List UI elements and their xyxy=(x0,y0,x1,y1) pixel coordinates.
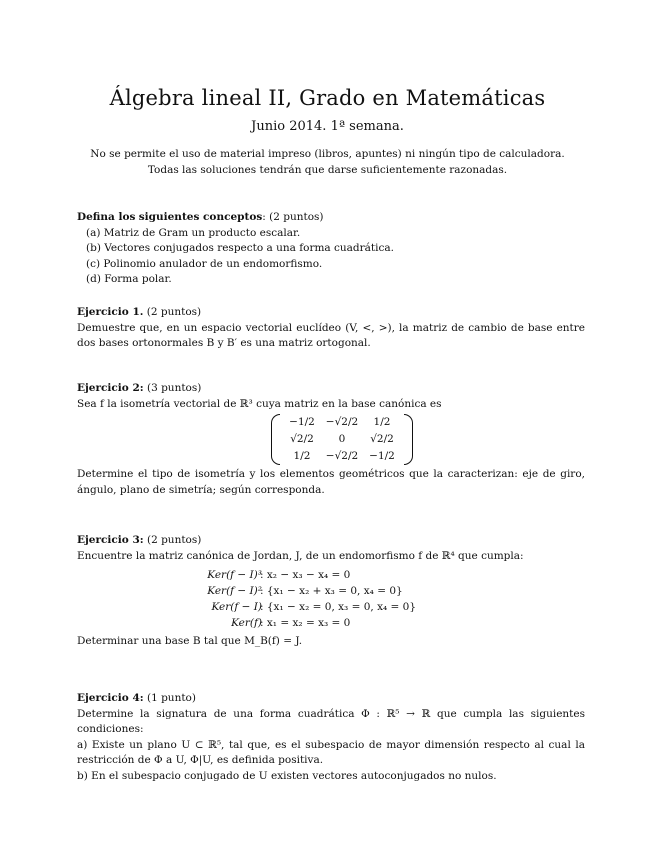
definition-item: (d) Forma polar. xyxy=(86,273,172,285)
exercise-1 xyxy=(77,305,585,352)
exercise-4 xyxy=(77,691,585,784)
exercise-heading xyxy=(77,533,585,549)
exercise-title: Ejercicio 1. xyxy=(77,306,144,318)
exercise-points: (3 puntos) xyxy=(146,382,202,394)
right-parenthesis xyxy=(404,414,413,465)
heading-bold: siguientes conceptos xyxy=(138,211,263,223)
matrix-cell: −1/2 xyxy=(289,415,315,428)
matrix-cell: 1/2 xyxy=(373,415,391,428)
matrix-cell: −√2/2 xyxy=(325,449,359,462)
exercise-intro: Encuentre la matriz canónica de Jordan, J, de un endomorfismo f de ℝ⁴ que cumpla: xyxy=(77,549,524,562)
condition-b: b) En el subespacio conjugado de U existen vectores autoconjugados no nulos. xyxy=(77,769,497,782)
heading-prefix: Defina los xyxy=(77,211,136,223)
definitions-heading xyxy=(77,210,585,226)
exercise-outro: Determinar una base B tal que M_B(f) = J. xyxy=(77,635,303,647)
matrix-cell: 0 xyxy=(338,432,346,445)
matrix-cell: 1/2 xyxy=(293,449,311,462)
definition-item: (c) Polinomio anulador de un endomorfismo. xyxy=(86,257,323,270)
equation-lhs: Ker(f − I) xyxy=(211,601,262,613)
equation-lhs: Ker(f − I)³ xyxy=(207,569,262,581)
isometry-matrix xyxy=(77,414,585,465)
exam-instructions xyxy=(0,146,655,178)
exam-date: Junio 2014. 1ª semana. xyxy=(251,119,404,134)
left-parenthesis xyxy=(271,414,280,465)
matrix-cell: √2/2 xyxy=(370,432,394,445)
heading-points: : (2 puntos) xyxy=(262,211,324,223)
matrix-cell: −√2/2 xyxy=(325,415,359,428)
definitions-section xyxy=(77,210,585,288)
exercise-text: Demuestre que, en un espacio vectorial euclídeo (V, <, >), la matriz de cambio de base entre dos bases ortonormales B y B′ es una matriz ortogonal. xyxy=(77,321,585,349)
definition-item: (b) Vectores conjugados respecto a una forma cuadrática. xyxy=(86,242,394,254)
equation-row xyxy=(77,568,585,584)
exercise-title: Ejercicio 4: xyxy=(77,692,144,704)
matrix-cell: −1/2 xyxy=(369,449,395,462)
exercise-title: Ejercicio 3: xyxy=(77,534,144,546)
exercise-text: Determine el tipo de isometría y los elementos geométricos que la caracterizan: eje de giro, ángulo, plano de simetría; según corresponda. xyxy=(77,468,585,496)
exercise-3 xyxy=(77,533,585,650)
exercise-title: Ejercicio 2: xyxy=(77,382,144,394)
equation-rhs: : x₂ − x₃ − x₄ = 0 xyxy=(260,569,351,581)
condition-a: a) Existe un plano U ⊂ ℝ⁵, tal que, es el subespacio de mayor dimensión respecto al cual la restricción de Φ a U, Φ|U, es definida positiva. xyxy=(77,738,585,766)
equation-rhs: : x₁ = x₂ = x₃ = 0 xyxy=(260,617,351,629)
exercise-heading xyxy=(77,305,585,321)
equation-lhs: Ker(f − I)² xyxy=(207,585,262,597)
matrix-cell: √2/2 xyxy=(290,432,314,445)
exercise-2 xyxy=(77,381,585,498)
equation-lhs: Ker(f) xyxy=(231,617,262,629)
equation-row xyxy=(77,600,585,616)
definition-item: (a) Matriz de Gram un producto escalar. xyxy=(86,226,301,239)
exercise-points: (1 punto) xyxy=(146,692,196,704)
equation-rhs: : {x₁ − x₂ + x₃ = 0, x₄ = 0} xyxy=(260,585,403,597)
exercise-heading xyxy=(77,691,585,707)
equation-rhs: : {x₁ − x₂ = 0, x₃ = 0, x₄ = 0} xyxy=(260,601,417,613)
exercise-points: (2 puntos) xyxy=(146,534,202,546)
instruction-line: Todas las soluciones tendrán que darse suficientemente razonadas. xyxy=(147,164,508,176)
kernel-equations xyxy=(77,566,585,632)
instruction-line: No se permite el uso de material impreso (libros, apuntes) ni ningún tipo de calculadora. xyxy=(90,148,565,160)
exercise-heading xyxy=(77,381,585,397)
page-title: Álgebra lineal II, Grado en Matemáticas xyxy=(109,86,546,110)
exercise-intro: Determine la signatura de una forma cuadrática Φ : ℝ⁵ → ℝ que cumpla las siguientes condiciones: xyxy=(77,707,585,735)
equation-row xyxy=(77,616,585,632)
equation-row xyxy=(77,584,585,600)
exercise-intro: Sea f la isometría vectorial de ℝ³ cuya matriz en la base canónica es xyxy=(77,397,442,410)
exercise-points: (2 puntos) xyxy=(146,306,202,318)
